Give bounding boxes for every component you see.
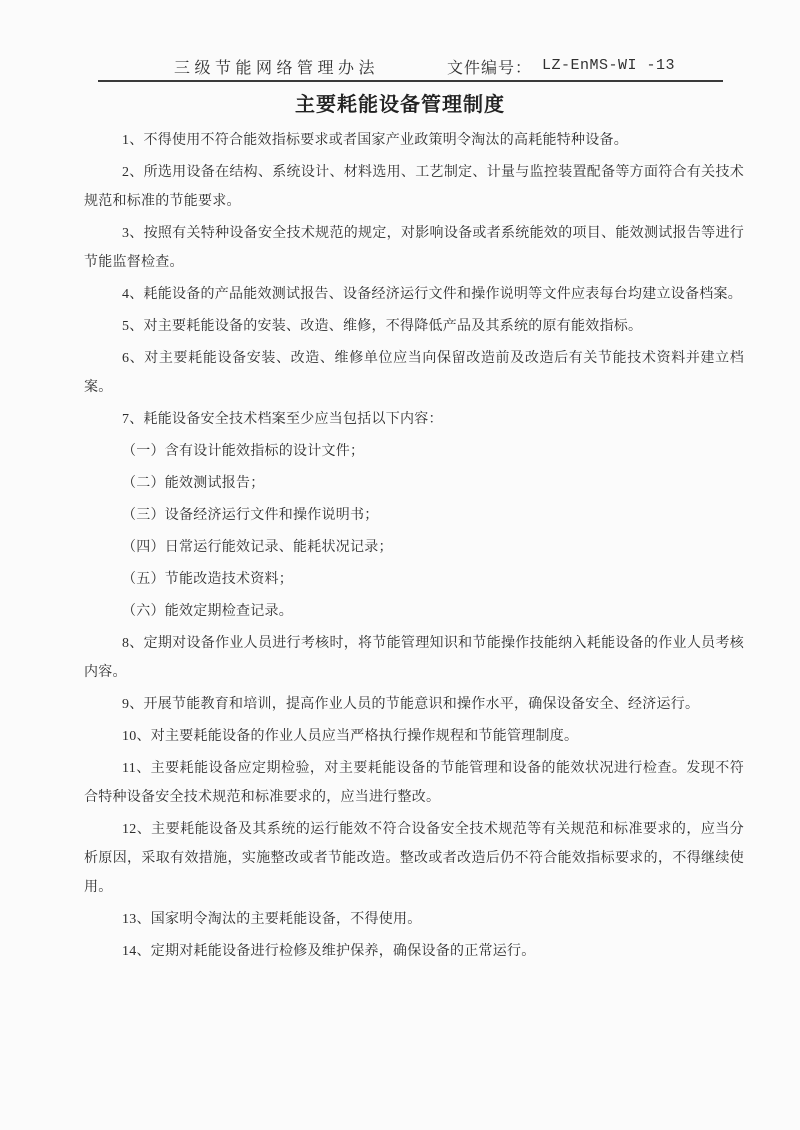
paragraph-16: 10、对主要耗能设备的作业人员应当严格执行操作规程和节能管理制度。 [122,729,579,744]
paragraph-15: 9、开展节能教育和培训，提高作业人员的节能意识和操作水平，确保设备安全、经济运行。 [122,697,700,712]
header-doc-name: 三级节能网络管理办法 [174,60,380,77]
paragraph-1: 1、不得使用不符合能效指标要求或者国家产业政策明令淘汰的高耗能特种设备。 [122,133,628,148]
paragraph-8: （一）含有设计能效指标的设计文件； [122,444,365,459]
paragraph-17: 11、主要耗能设备应定期检验，对主要耗能设备的节能管理和设备的能效状况进行检查。发现不符合特种设备安全技术规范和标准要求的，应当进行整改。 [84,761,744,805]
paragraph-2: 2、所选用设备在结构、系统设计、材料选用、工艺制定、计量与监控装置配备等方面符合有关技术规范和标准的节能要求。 [84,165,744,209]
paragraph-6: 6、对主要耗能设备安装、改造、维修单位应当向保留改造前及改造后有关节能技术资料并建立档案。 [84,351,744,395]
page-title: 主要耗能设备管理制度 [295,94,505,116]
header-rule-line [98,80,723,82]
paragraph-13: （六）能效定期检查记录。 [122,604,293,619]
paragraph-19: 13、国家明令淘汰的主要耗能设备，不得使用。 [122,912,422,927]
paragraph-7: 7、耗能设备安全技术档案至少应当包括以下内容： [122,412,443,427]
header-file-number-label: 文件编号： [447,60,533,77]
header-file-number-value: LZ-EnMS-WI -13 [542,57,676,74]
paragraph-10: （三）设备经济运行文件和操作说明书； [122,508,379,523]
paragraph-14: 8、定期对设备作业人员进行考核时，将节能管理知识和节能操作技能纳入耗能设备的作业人员考核内容。 [84,636,744,680]
paragraph-20: 14、定期对耗能设备进行检修及维护保养，确保设备的正常运行。 [122,944,536,959]
paragraph-3: 3、按照有关特种设备安全技术规范的规定，对影响设备或者系统能效的项目、能效测试报告等进行节能监督检查。 [84,226,744,270]
document-body [84,126,744,969]
paragraph-9: （二）能效测试报告； [122,476,265,491]
paragraph-12: （五）节能改造技术资料； [122,572,293,587]
paragraph-18: 12、主要耗能设备及其系统的运行能效不符合设备安全技术规范等有关规范和标准要求的，应当分析原因，采取有效措施，实施整改或者节能改造。整改或者改造后仍不符合能效指标要求的，不得继续使用。 [84,822,744,895]
paragraph-4: 4、耗能设备的产品能效测试报告、设备经济运行文件和操作说明等文件应表每台均建立设备档案。 [122,287,742,302]
paragraph-11: （四）日常运行能效记录、能耗状况记录； [122,540,393,555]
paragraph-5: 5、对主要耗能设备的安装、改造、维修，不得降低产品及其系统的原有能效指标。 [122,319,643,334]
